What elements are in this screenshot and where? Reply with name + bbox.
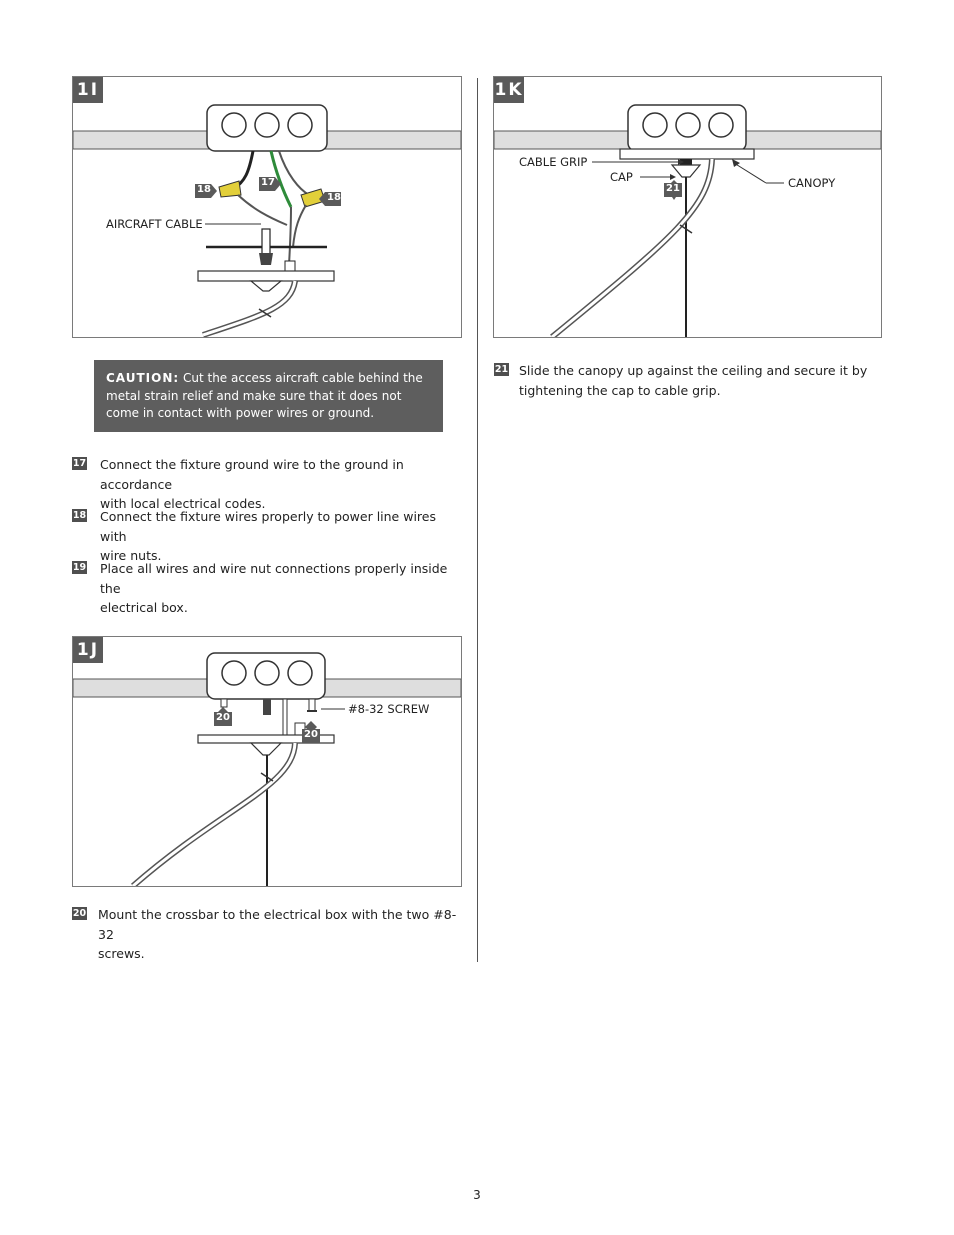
callout-canopy: CANOPY [788, 176, 836, 190]
step-number: 17 [72, 458, 87, 469]
callout-aircraft-cable: AIRCRAFT CABLE [106, 217, 203, 231]
caution-label: CAUTION: [106, 371, 180, 385]
step-line: Connect the fixture ground wire to the ground in accordance [100, 457, 404, 492]
page-number: 3 [473, 1188, 481, 1202]
step-20 [72, 905, 462, 961]
diagram-1i-illustration [73, 77, 461, 337]
wire-nut-left [219, 181, 241, 197]
step-line: wire nuts. [100, 548, 162, 563]
step-line: Connect the fixture wires properly to power line wires with [100, 509, 436, 544]
badge-18-right: 18 [327, 192, 341, 203]
step-text [519, 361, 867, 400]
step-19 [72, 559, 462, 615]
badge-17: 17 [261, 177, 275, 188]
badge-21: 21 [666, 183, 680, 194]
step-18 [72, 507, 462, 563]
badge-20-right: 20 [304, 729, 318, 740]
step-21 [494, 361, 884, 401]
step-text [98, 905, 462, 964]
diagram-panel-1j [72, 636, 462, 887]
diagram-panel-1i [72, 76, 462, 338]
step-line: Mount the crossbar to the electrical box with the two #8-32 [98, 907, 457, 942]
step-text [100, 455, 462, 514]
step-number: 19 [72, 562, 87, 573]
step-line: tightening the cap to cable grip. [519, 382, 721, 398]
step-number: 18 [72, 510, 87, 521]
step-text [100, 507, 462, 566]
callout-screw: #8-32 SCREW [348, 702, 430, 716]
column-divider [477, 78, 478, 962]
step-text [100, 559, 462, 618]
step-line: Slide the canopy up against the ceiling and secure it by [519, 363, 868, 378]
callout-cable-grip: CABLE GRIP [519, 155, 588, 169]
step-17 [72, 455, 462, 511]
panel-tag-1j: 1J [73, 637, 103, 663]
step-line: electrical box. [100, 600, 188, 615]
callout-cap: CAP [610, 170, 633, 184]
diagram-panel-1k [493, 76, 882, 338]
diagram-1k-illustration [494, 77, 881, 337]
caution-text: Cut the access aircraft cable behind the metal strain relief and make sure that it does not come in contact with power wires or ground. [106, 371, 423, 420]
step-number: 20 [72, 908, 87, 919]
step-number: 21 [494, 364, 509, 375]
panel-tag-1k: 1K [494, 77, 524, 103]
step-line: with local electrical codes. [100, 496, 266, 511]
step-line: Place all wires and wire nut connections properly inside the [100, 561, 448, 596]
caution-box [94, 360, 443, 432]
canopy [620, 149, 754, 159]
step-line: screws. [98, 946, 145, 961]
panel-tag-1i: 1I [73, 77, 103, 103]
badge-18-left: 18 [197, 184, 211, 195]
diagram-1j-illustration [73, 637, 461, 886]
badge-20-left: 20 [216, 712, 230, 723]
canopy [198, 271, 334, 281]
